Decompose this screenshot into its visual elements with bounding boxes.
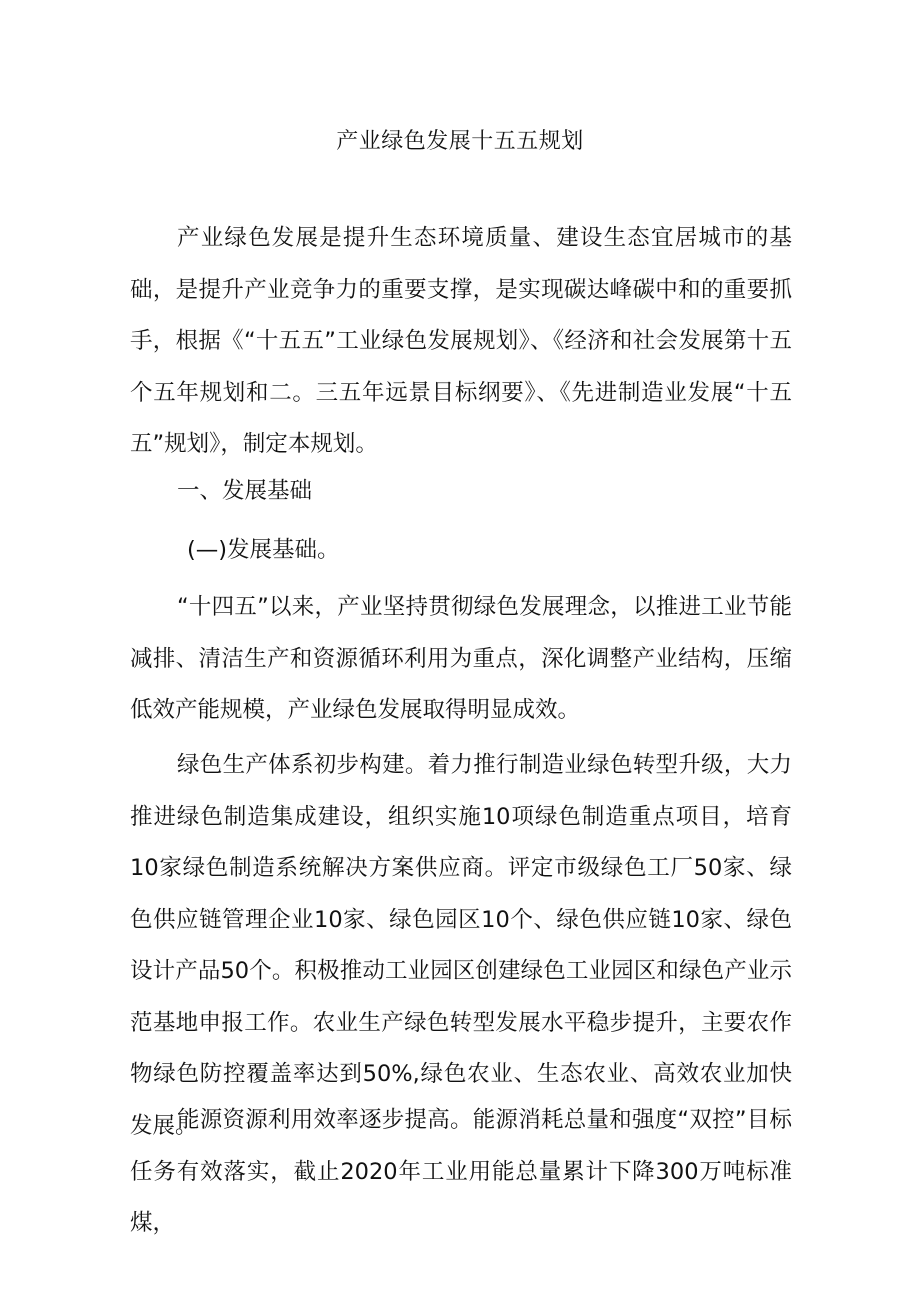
green-production-paragraph: 绿色生产体系初步构建。着力推行制造业绿色转型升级，大力推进绿色制造集成建设，组织实施10项绿色制造重点项目，培育10家绿色制造系统解决方案供应商。评定市级绿色工厂50家、绿色供应链管理企业10家、绿色园区10个、绿色供应链10家、绿色设计产品50个。积极推动工业园区创建绿色工业园区和绿色产业示范基地申报工作。农业生产绿色转型发展水平稳步提升，主要农作物绿色防控覆盖率达到50%,绿色农业、生态农业、高效农业加快发展。 [130,752,792,1139]
energy-efficiency-paragraph: 能源资源利用效率逐步提高。能源消耗总量和强度“双控”目标任务有效落实，截止2020年工业用能总量累计下降300万吨标准煤， [130,1107,792,1236]
section-heading: 一、发展基础 [177,478,313,504]
overview-paragraph: “十四五”以来，产业坚持贯彻绿色发展理念，以推进工业节能减排、清洁生产和资源循环利用为重点，深化调整产业结构，压缩低效产能规模，产业绿色发展取得明显成效。 [130,594,792,723]
subsection-heading: (—)发展基础。 [187,537,340,563]
document-title: 产业绿色发展十五五规划 [336,129,584,154]
intro-paragraph: 产业绿色发展是提升生态环境质量、建设生态宜居城市的基础，是提升产业竞争力的重要支撑，是实现碳达峰碳中和的重要抓手，根据《“十五五”工业绿色发展规划》、《经济和社会发展第十五个五年规划和二。三五年远景目标纲要》、《先进制造业发展“十五五”规划》，制定本规划。 [130,225,792,457]
